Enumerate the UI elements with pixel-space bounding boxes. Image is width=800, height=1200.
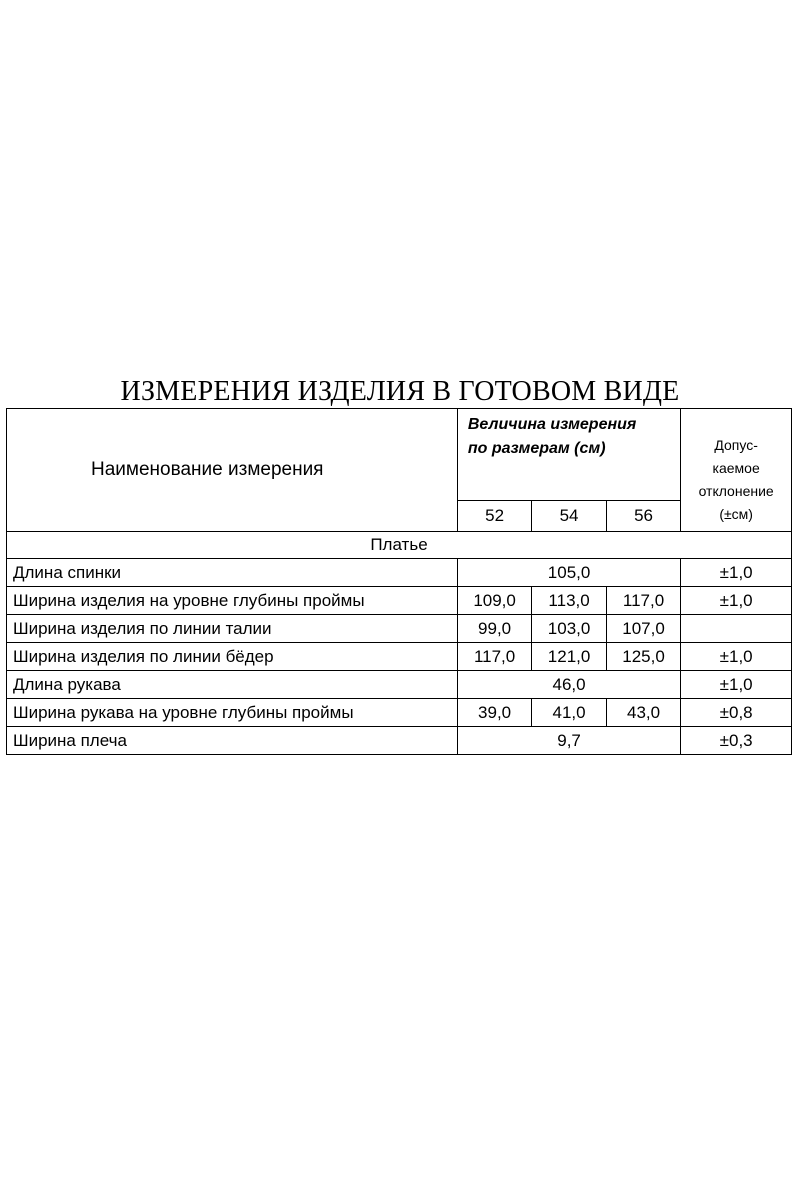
table-row [7, 699, 792, 727]
row-tolerance: ±1,0 [681, 587, 792, 615]
row-value-56: 107,0 [606, 615, 680, 643]
row-tolerance: ±0,3 [681, 727, 792, 755]
row-value: 105,0 [457, 559, 680, 587]
section-label: Платье [7, 532, 792, 559]
header-tolerance-line1: Допус- [714, 437, 758, 453]
header-tolerance-line3: отклонение [698, 483, 774, 499]
header-values-line2: по размерам (см) [467, 440, 606, 457]
table-row [7, 559, 792, 587]
measurements-table [6, 408, 792, 755]
row-value-52: 109,0 [457, 587, 531, 615]
header-tolerance-line2: каемое [712, 460, 760, 476]
row-value-54: 113,0 [532, 587, 606, 615]
row-tolerance: ±0,8 [681, 699, 792, 727]
header-tolerance [681, 409, 792, 532]
row-value-54: 121,0 [532, 643, 606, 671]
size-56: 56 [606, 501, 680, 532]
table-row [7, 671, 792, 699]
row-value-54: 103,0 [532, 615, 606, 643]
header-measurement-values [457, 409, 680, 501]
row-value-56: 43,0 [606, 699, 680, 727]
row-value: 9,7 [457, 727, 680, 755]
row-name: Длина рукава [7, 671, 458, 699]
row-value-52: 39,0 [457, 699, 531, 727]
row-tolerance [681, 615, 792, 643]
table-row [7, 587, 792, 615]
row-tolerance: ±1,0 [681, 559, 792, 587]
header-tolerance-line4: (±см) [719, 506, 753, 522]
row-value-52: 99,0 [457, 615, 531, 643]
table-row [7, 727, 792, 755]
row-name: Ширина рукава на уровне глубины проймы [7, 699, 458, 727]
header-measurement-name: Наименование измерения [7, 409, 458, 532]
row-name: Ширина изделия по линии талии [7, 615, 458, 643]
table-row [7, 643, 792, 671]
page-title: ИЗМЕРЕНИЯ ИЗДЕЛИЯ В ГОТОВОМ ВИДЕ [120, 376, 680, 407]
row-name: Ширина изделия на уровне глубины проймы [7, 587, 458, 615]
row-name: Длина спинки [7, 559, 458, 587]
row-value-56: 117,0 [606, 587, 680, 615]
header-row [7, 409, 792, 501]
header-values-line1: Величина измерения [467, 416, 637, 433]
row-value-56: 125,0 [606, 643, 680, 671]
row-tolerance: ±1,0 [681, 671, 792, 699]
size-54: 54 [532, 501, 606, 532]
row-name: Ширина изделия по линии бёдер [7, 643, 458, 671]
table-row [7, 615, 792, 643]
row-value-52: 117,0 [457, 643, 531, 671]
section-row [7, 532, 792, 559]
row-value: 46,0 [457, 671, 680, 699]
row-tolerance: ±1,0 [681, 643, 792, 671]
row-name: Ширина плеча [7, 727, 458, 755]
row-value-54: 41,0 [532, 699, 606, 727]
size-52: 52 [457, 501, 531, 532]
